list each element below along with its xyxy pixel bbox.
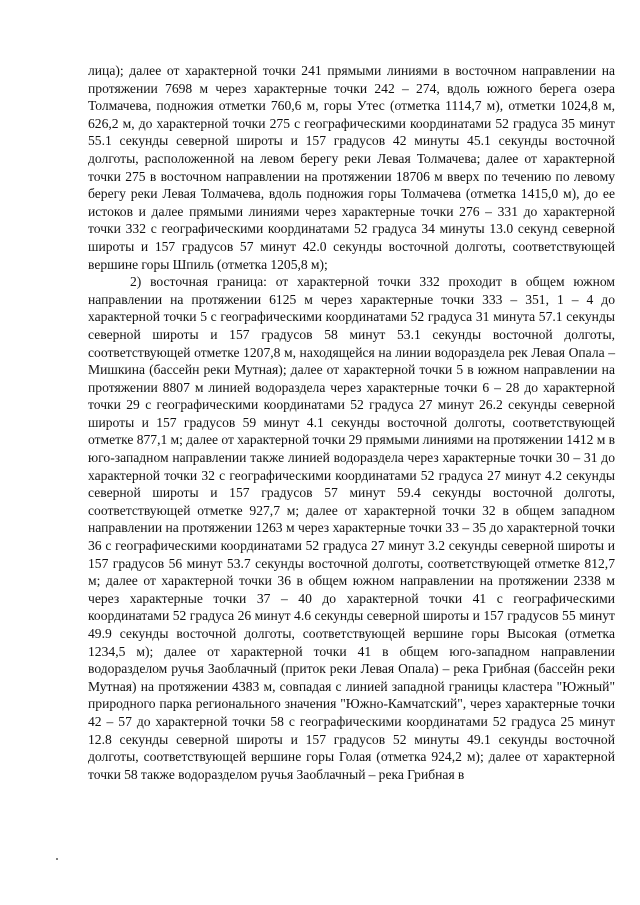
scan-speck (56, 858, 58, 860)
paragraph-east-boundary: 2) восточная граница: от характерной точки 332 проходит в общем южном направлении на протяжении 6125 м через характерные точки 333 – 351, 1 – 4 до характерной точки 5 с географическими координатами 52 градуса 31 минута 57.1 секунды северной широты и 157 градусов 58 минут 53.1 секунды восточной долготы, соответствующей отметке 1207,8 м, находящейся на линии водораздела рек Левая Опала – Мишкина (бассейн реки Мутная); далее от характерной точки 5 в южном направлении на протяжении 8807 м линией водораздела через характерные точки 6 – 28 до характерной точки 29 с географическими координатами 52 градуса 27 минут 26.2 секунды северной широты и 157 градусов 59 минут 4.1 секунды восточной долготы, соответствующей отметке 877,1 м; далее от характерной точки 29 прямыми линиями на протяжении 1412 м в юго-западном направлении также линией водораздела через характерные точки 30 – 31 до характерной точки 32 с географическими координатами 52 градуса 27 минут 4.2 секунды северной широты и 157 градусов 57 минут 59.4 секунды восточной долготы, соответствующей отметке 927,7 м; далее от характерной точки 32 в общем западном направлении на протяжении 1263 м через характерные точки 33 – 35 до характерной точки 36 с географическими координатами 52 градуса 27 минут 3.2 секунды северной широты и 157 градусов 56 минут 53.7 секунды восточной долготы, соответствующей отметке 812,7 м; далее от характерной точки 36 в общем южном направлении на протяжении 2338 м через характерные точки 37 – 40 до характерной точки 41 с географическими координатами 52 градуса 26 минут 4.6 секунды северной широты и 157 градусов 55 минут 49.9 секунды восточной долготы, соответствующей вершине горы Высокая (отметка 1234,5 м); далее от характерной точки 41 в общем юго-западном направлении водоразделом ручья Заоблачный (приток реки Левая Опала) – река Грибная (бассейн реки Мутная) на протяжении 4383 м, совпадая с линией западной границы кластера "Южный" природного парка регионального значения "Южно-Камчатский", через характерные точки 42 – 57 до характерной точки 58 с географическими координатами 52 градуса 25 минут 12.8 секунды северной широты и 157 градусов 52 минуты 49.1 секунды восточной долготы, соответствующей вершине горы Голая (отметка 924,2 м); далее от характерной точки 58 также водоразделом ручья Заоблачный – река Грибная в (88, 274, 615, 782)
document-body (88, 62, 615, 783)
paragraph-continuation: лица); далее от характерной точки 241 прямыми линиями в восточном направлении на протяжении 7698 м через характерные точки 242 – 274, вдоль южного берега озера Толмачева, подножия отметки 760,6 м, горы Утес (отметка 1114,7 м), отметки 1024,8 м, 626,2 м, до характерной точки 275 с географическими координатами 52 градуса 35 минут 55.1 секунды северной широты и 157 градусов 42 минуты 45.1 секунды восточной долготы, расположенной на левом берегу реки Левая Толмачева; далее от характерной точки 275 в восточном направлении на протяжении 18706 м вверх по течению по левому берегу реки Левая Толмачева, вдоль подножия горы Толмачева (отметка 1415,0 м), до ее истоков и далее прямыми линиями через характерные точки 276 – 331 до характерной точки 332 с географическими координатами 52 градуса 34 минуты 13.0 секунд северной широты и 157 градусов 57 минут 42.0 секунды восточной долготы, соответствующей вершине горы Шпиль (отметка 1205,8 м); (88, 63, 615, 272)
